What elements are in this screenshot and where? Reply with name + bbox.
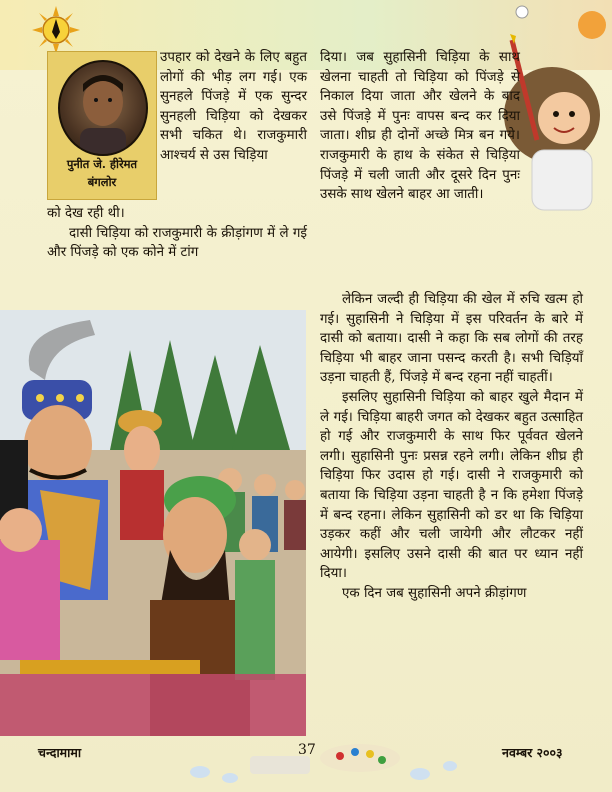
paragraph: उपहार को देखने के लिए बहुत लोगों की भीड़ लग गई। एक सुनहले पिंजड़े में एक सुन्दर सुनहली चिड़िया को देखकर सभी चकित थे। राजकुमारी आश्चर्य से उस चिड़िया	[160, 50, 307, 163]
story-column-left-continued	[47, 204, 307, 263]
author-caption	[48, 155, 156, 191]
sun-pen-icon	[32, 6, 80, 54]
paragraph: दिया। जब सुहासिनी चिड़िया के साथ खेलना चाहती तो चिड़िया को पिंजड़े से निकाल दिया जाता और खेलने के बाद उसे पिंजड़े में पुनः वापस बन्द कर दिया जाता। शीघ्र ही दोनों अच्छे मित्र बन गये। राजकुमारी के हाथ के संकेत से चिड़िया पिंजड़े में चली जाती और दूसरे दिन पुनः उसके साथ खेलने बाहर आ जाती।	[320, 50, 520, 203]
paragraph: को देख रही थी।	[47, 206, 125, 221]
story-column-right-bottom	[320, 290, 583, 604]
paragraph: एक दिन जब सुहासिनी अपने क्रीड़ांगण	[342, 585, 527, 601]
page-footer	[0, 736, 612, 792]
page-number: 37	[298, 742, 316, 758]
paragraph: लेकिन जल्दी ही चिड़िया की खेल में रुचि खत्म हो गई। सुहासिनी ने चिड़िया में इस परिवर्तन के बारे में दासी को बताया। दासी ने कहा कि सब लोगों की तरह चिड़िया भी बाहर जाना पसन्द करती है। सभी चिड़ियाँ उड़ना चाहती हैं, पिंजड़े में बन्द रहना नहीं चाहतीं।	[320, 292, 583, 386]
paragraph: इसलिए सुहासिनी चिड़िया को बाहर खुले मैदान में ले गई। चिड़िया बाहरी जगत को देखकर बहुत उत्साहित हो गई और राजकुमारी के साथ फिर पूर्ववत खेलने लगी। सुहासिनी पुनः प्रसन्न रहने लगी। लेकिन शीघ्र ही चिड़िया फिर उदास हो गई। दासी ने राजकुमारी को बताया कि चिड़िया उड़ना चाहती है न कि हमेशा पिंजड़े में बन्द रहना। लेकिन सुहासिनी को डर था कि चिड़िया उड़कर कहीं और चली जायेगी और लौटकर नहीं आयेगी। इसलिए उसने दासी की बात पर ध्यान नहीं दिया।	[320, 389, 583, 582]
story-illustration	[0, 310, 306, 736]
paragraph: दासी चिड़िया को राजकुमारी के क्रीड़ांगण में ले गई और पिंजड़े को एक कोने में टांग	[47, 225, 307, 261]
story-column-right-top	[320, 48, 520, 205]
author-city: बंगलोर	[87, 175, 117, 189]
boy-portrait	[60, 62, 146, 154]
author-profile-card	[47, 51, 157, 200]
issue-date: नवम्बर २००३	[502, 745, 563, 760]
author-photo	[58, 60, 148, 156]
story-column-left-top	[160, 48, 307, 166]
magazine-name: चन्दामामा	[38, 745, 82, 760]
author-name: पुनीत जे. हीरेमत	[66, 157, 138, 171]
